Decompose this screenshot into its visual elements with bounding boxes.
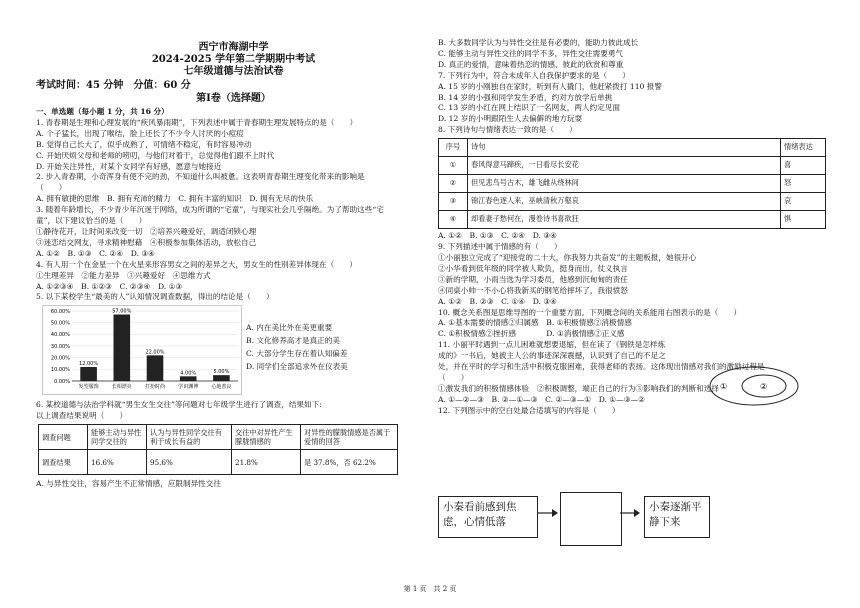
school-title: 西宁市海湖中学 bbox=[198, 42, 269, 53]
table-cell: 16.6% bbox=[88, 450, 147, 475]
text-line: C. 开始厌烦父母和老师的唠叨，与他们对着干，总觉得他们跟不上时代 bbox=[36, 150, 275, 160]
table-row bbox=[439, 139, 826, 157]
text-line: 以上调查结果说明（ ） bbox=[36, 411, 128, 421]
text-line: B. 14 岁的小强和同学发生矛盾，约对方放学后单挑 bbox=[438, 92, 613, 102]
exam-title: 2024-2025 学年第二学期期中考试 bbox=[151, 54, 316, 65]
text-line: D. 真正的爱情，意味着热恋的情感、彼此的欣赏和尊重 bbox=[438, 59, 624, 69]
concept-venn-diagram bbox=[706, 364, 806, 410]
text-line: 1. 青春期是生理和心理发展的“疾风暴雨期”，下列表述中属于青春期生理发展特点的是（ ） bbox=[36, 117, 358, 127]
text-line: B. 大多数同学认为与异性交往是有必要的，能助力彼此成长 bbox=[438, 38, 639, 47]
option-b: B. 文化修养高才是真正的美 bbox=[246, 336, 340, 346]
bar bbox=[80, 367, 97, 381]
text-line: ③新的学期，小雨当选为学习委员，他感到沉甸甸的责任 bbox=[438, 274, 628, 284]
section-heading: 一、单选题（每小题 1 分，共 16 分） bbox=[36, 107, 169, 116]
part-title: 第Ⅰ卷（选择题） bbox=[196, 93, 271, 104]
x-category-label: 打扮时尚 bbox=[144, 384, 166, 391]
text-line: 5. 以下某校学生“最美的人”认知情况调查数据，得出的结论是（ ） bbox=[36, 292, 274, 302]
table-cell: 调查问题 bbox=[39, 425, 88, 450]
venn-label-outer: ① bbox=[720, 382, 728, 391]
bar-value-label: 22.00% bbox=[145, 349, 165, 356]
x-category-label: 学识渊博 bbox=[178, 384, 199, 391]
text-line: 9. 下列描述中属于情感的有（ ） bbox=[438, 242, 562, 252]
text-line: 6. 某校道德与法治学科就“男生女生交往”等问题对七年级学生进行了调查，结果如下: bbox=[36, 400, 322, 410]
bar-value-label: 57.00% bbox=[112, 308, 132, 315]
text-line: A. ①② B. ①③ C. ②④ D. ③④ bbox=[438, 231, 557, 241]
table-cell: 对异性的朦胧情感是否属于爱情的回答 bbox=[301, 425, 398, 450]
table-cell: 序号 bbox=[439, 139, 468, 157]
text-line: 处，并在平时的学习和生活中积极克服困难，获得老师的表扬。这体现出情感对我们的激励过程是 bbox=[438, 362, 765, 372]
text-line: B. 觉得自己长大了，似乎成熟了，可情绪不稳定，有时容易冲动 bbox=[36, 139, 252, 149]
bar bbox=[114, 315, 131, 382]
bar-value-label: 4.00% bbox=[180, 370, 197, 377]
table-cell: 认为与异性同学交往有利于成长有益的 bbox=[147, 425, 232, 450]
table-cell: 哀 bbox=[781, 193, 826, 211]
flow-box-right: 小秦逐渐平静下来 bbox=[644, 496, 710, 538]
text-line: 11. 小丽平时遇到一点儿困难就想要退缩，但在读了《钢铁是怎样炼 bbox=[438, 340, 666, 350]
table-cell: 锦江春色逐人来，巫峡清秋万壑哀 bbox=[468, 193, 781, 211]
y-tick-label: 30.00% bbox=[50, 344, 70, 351]
text-line: C. ①积极情感②挫折感 D. ①消极情感②正义感 bbox=[438, 329, 625, 339]
poem-table bbox=[438, 138, 826, 229]
text-line: ④同桌小帅一不小心将我新买的钢笔给摔坏了，我很愤怒 bbox=[438, 285, 628, 295]
text-line: ③迷恋结交网友，寻求精神慰藉 ④积极参加集体活动，放松自己 bbox=[36, 237, 257, 247]
text-line: ①小丽独立完成了“迎接党的二十大，你我努力共奋发”的主题板报，她很开心 bbox=[438, 252, 697, 262]
text-line: 3. 随着年龄增长，不少青少年沉迷于网络，成为所谓的“宅童”，与现实社会几乎隔绝。为了帮助这些“宅 bbox=[36, 205, 384, 215]
flow-box-blank bbox=[560, 492, 622, 546]
table-cell: ③ bbox=[439, 193, 468, 211]
venn-label-inner: ② bbox=[760, 382, 768, 391]
y-tick-label: 40.00% bbox=[50, 332, 70, 339]
flow-box-left: 小秦看前感到焦虑，心情低落 bbox=[438, 496, 538, 538]
table-cell: 诗句 bbox=[468, 139, 781, 157]
text-line: D. 开始关注异性，对某个女同学有好感，愿意与她接近 bbox=[36, 161, 222, 171]
text-line: ①静待花开，让时间来改变一切 ②培养兴趣爱好，调适闭锁心理 bbox=[36, 226, 257, 236]
table-cell: 却看妻子愁何在，漫卷诗书喜欲狂 bbox=[468, 211, 781, 229]
x-category-label: 心地善良 bbox=[211, 384, 232, 391]
flow-diagram bbox=[438, 488, 838, 574]
chart-options bbox=[246, 321, 348, 373]
table-row bbox=[39, 450, 398, 475]
option-a: A. 内在美比外在美更重要 bbox=[246, 323, 333, 333]
left-column bbox=[36, 0, 431, 490]
table-row bbox=[39, 425, 398, 450]
text-line: A. ①② B. ①③ C. ②④ D. ③④ bbox=[36, 248, 155, 258]
table-cell: 21.8% bbox=[232, 450, 301, 475]
text-line: 10. 概念关系图是思维导图的一个重要方面。下列概念间的关系能用右图表示的是（ ） bbox=[438, 307, 742, 317]
text-line: C. 13 岁的小红在网上结识了一名网友，两人约定见面 bbox=[438, 103, 620, 113]
x-category-label: 发型服饰 bbox=[78, 384, 99, 391]
text-line: A. 与异性交往，容易产生不正常情感，应限制异性交往 bbox=[36, 479, 221, 489]
text-line: A. 15 岁的小刚独自在家时，听到有人撬门，他赶紧拨打 110 报警 bbox=[438, 81, 662, 91]
table-cell: 喜 bbox=[781, 157, 826, 175]
bar-value-label: 5.00% bbox=[213, 369, 230, 376]
table-cell: 春风得意马蹄疾，一日看尽长安花 bbox=[468, 157, 781, 175]
text-line: A. ①② B. ②③ C. ①④ D. ③④ bbox=[438, 296, 557, 306]
table-cell: 但见悲鸟号古木，雄飞雌从绕林间 bbox=[468, 175, 781, 193]
table-cell: ① bbox=[439, 157, 468, 175]
question-lines-a bbox=[36, 118, 431, 303]
table-cell: 调查结果 bbox=[39, 450, 88, 475]
y-tick-label: 10.00% bbox=[50, 367, 70, 374]
y-tick-label: 20.00% bbox=[50, 355, 70, 362]
page-footer: 第 1 页 共 2 页 bbox=[403, 585, 457, 593]
table-cell: 惧 bbox=[781, 211, 826, 229]
arrow-right-icon bbox=[538, 506, 558, 520]
text-line: 童”，以下建议恰当的是（ ） bbox=[36, 216, 147, 226]
table-cell: 情绪表达 bbox=[781, 139, 826, 157]
x-category-label: 长相漂亮 bbox=[111, 384, 132, 391]
text-line: A. 拥有敏捷的思维 B. 拥有充沛的精力 C. 拥有丰富的知识 D. 拥有无尽的快乐 bbox=[36, 194, 314, 204]
text-line: A. ①②③④ B. ①②③ C. ②③④ D. ①③ bbox=[36, 281, 183, 291]
text-line: A. 个子猛长，出现了喉结，脸上还长了不少令人讨厌的小痘痘 bbox=[36, 128, 244, 138]
text-line: 4. 有人用一个在金星一个在火星来形容男女之间的差异之大，男女生的性别差异体现在（ ） bbox=[36, 259, 357, 269]
bar-chart-svg bbox=[42, 305, 242, 395]
table-cell: 怒 bbox=[781, 175, 826, 193]
exam-meta: 考试时间：45 分钟 分值：60 分 bbox=[36, 80, 191, 91]
text-line: 成的》一书后，她被主人公的事迹深深震撼，认识到了自己的不足之 bbox=[438, 351, 666, 361]
table-cell: 能够主动与异性同学交往的 bbox=[88, 425, 147, 450]
table-row bbox=[439, 175, 826, 193]
table-row bbox=[439, 193, 826, 211]
right-column bbox=[438, 0, 843, 584]
text-line: 12. 下列图示中的空白处最合适填写的内容是（ ） bbox=[438, 405, 620, 415]
text-line: （ ） bbox=[438, 372, 469, 382]
text-line: 8. 下列诗句与情绪表达一致的是（ ） bbox=[438, 125, 577, 135]
bar bbox=[213, 375, 230, 381]
text-line: A. ①基本需要的情感②归属感 B. ①积极情感②消极情感 bbox=[438, 318, 632, 328]
text-line: ①激发我们的积极情感体验 ②积极调整，端正自己的行为③影响我们的判断和选择 bbox=[438, 383, 719, 393]
table-cell: ④ bbox=[439, 211, 468, 229]
text-line: ②小华看到低年级的同学被人欺负，挺身而出，仗义执言 bbox=[438, 263, 628, 273]
subject-title: 七年级道德与法治试卷 bbox=[183, 66, 284, 77]
table-cell: ② bbox=[439, 175, 468, 193]
y-tick-label: 60.00% bbox=[50, 309, 70, 316]
option-d: D. 同学们全部追求外在仪表美 bbox=[246, 362, 348, 372]
text-line: A. ①—②—③ B. ②—①—③ C. ②—③—① D. ①—③—② bbox=[438, 394, 645, 404]
text-line: ①生理差异 ②能力差异 ③兴趣爱好 ④思维方式 bbox=[36, 270, 211, 280]
bar bbox=[147, 356, 164, 382]
table-cell: 交往中对异性产生朦胧情感的 bbox=[232, 425, 301, 450]
arrow-right-icon bbox=[620, 506, 640, 520]
text-line: 7. 下列行为中，符合未成年人自我保护要求的是（ ） bbox=[438, 70, 630, 80]
survey-bar-chart bbox=[36, 305, 431, 397]
table-cell: 95.6% bbox=[147, 450, 232, 475]
bar bbox=[180, 377, 197, 382]
survey-table bbox=[38, 424, 398, 475]
option-c: C. 大部分学生存在着认知偏差 bbox=[246, 349, 348, 359]
table-row bbox=[439, 211, 826, 229]
table-row bbox=[439, 157, 826, 175]
table-cell: 是 37.8%，否 62.2% bbox=[301, 450, 398, 475]
text-line: 2. 步入青春期，小奇浑身有使不完的劲，不知道什么叫被惫。这表明青春期生理变化带来的影响是 bbox=[36, 172, 365, 182]
bar-value-label: 12.00% bbox=[79, 361, 99, 368]
y-tick-label: 0.00% bbox=[54, 379, 70, 386]
text-line: C. 能够主动与异性交往的同学不多，异性交往需要勇气 bbox=[438, 48, 624, 58]
y-tick-label: 50.00% bbox=[50, 320, 70, 327]
text-line: （ ） bbox=[36, 183, 67, 193]
text-line: D. 12 岁的小明跟陌生人去偏僻的地方玩耍 bbox=[438, 114, 583, 124]
